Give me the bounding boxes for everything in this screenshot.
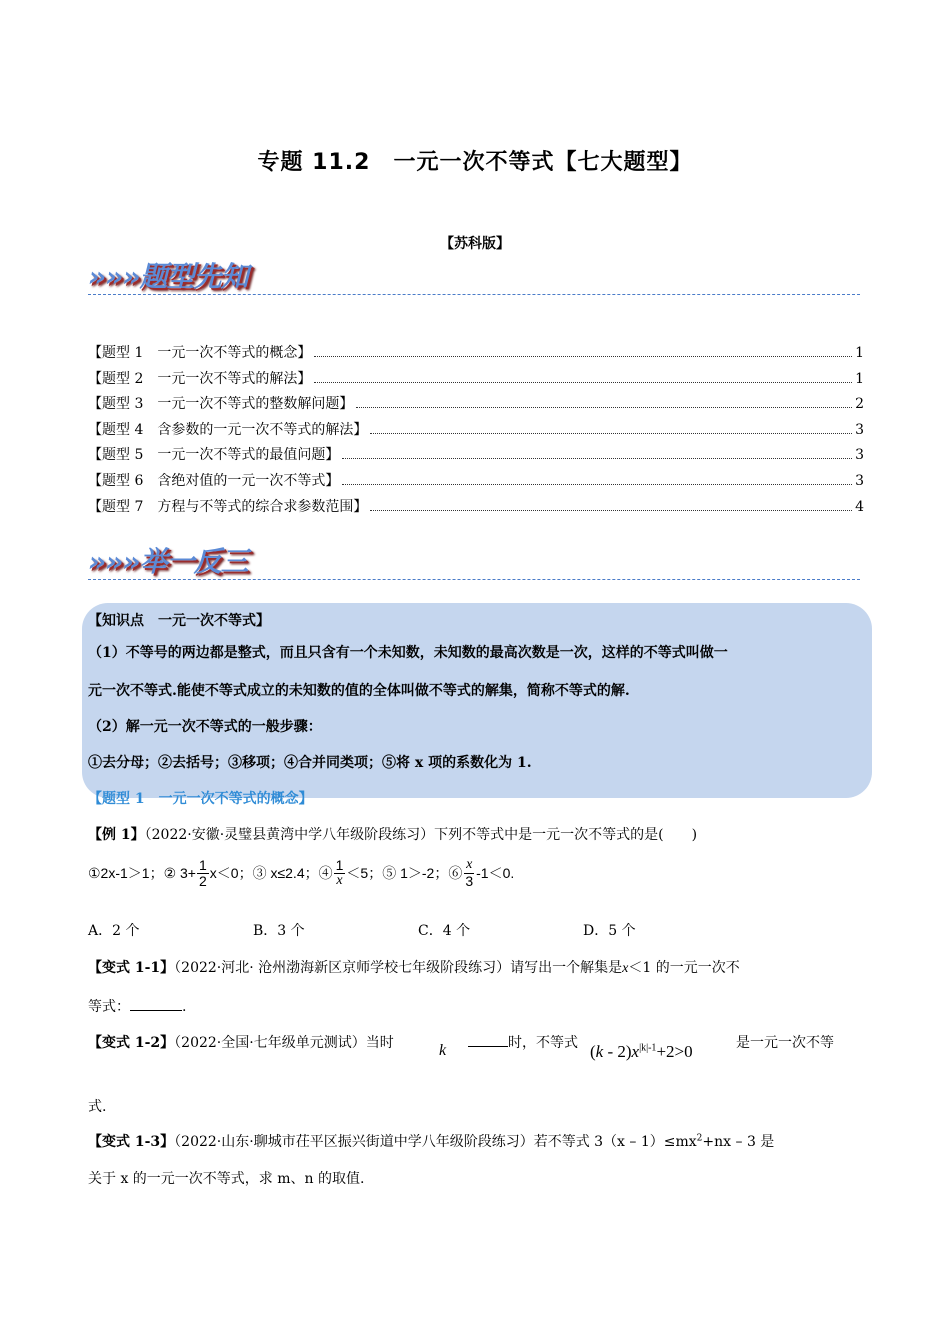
expr-part: k [595,1042,604,1061]
toc-leader [370,433,852,434]
expr-part: x [631,1042,640,1061]
item-text: ①2x-1＞1；② 3+ [88,865,196,882]
divider [88,579,860,580]
toc-item[interactable] [88,368,864,394]
variant-text: 时，不等式 [508,1035,578,1051]
variant-label: 【变式 1-2】 [88,1035,175,1051]
variant-1-3 [88,1131,774,1151]
math-variable-k: k [439,1042,447,1059]
banner-title: »»»题型先知 [88,260,248,293]
option-d[interactable]: D．5 个 [583,923,636,939]
example-source: （2022·安徽·灵璧县黄湾中学八年级阶段练习）下列不等式中是一元一次不等式的是( ) [144,827,698,843]
example-1-items [88,858,514,888]
variant-text: +nx – 3 是 [702,1134,775,1150]
expr-part: +2>0 [656,1042,693,1061]
edition-label: 【苏科版】 [440,236,510,252]
variant-1-2 [88,1032,394,1052]
item-text: -1＜0. [476,865,515,882]
item-text: ＜5；⑤ 1＞-2；⑥ [346,865,463,882]
toc-item-label: 【题型 3 一元一次不等式的整数解问题】 [88,396,354,413]
toc-item[interactable] [88,393,864,419]
divider [88,294,860,295]
variant-1-2-line2: 式. [88,1099,107,1115]
section-banner-preview [88,255,860,295]
variant-1-2-mid [468,1032,578,1052]
fraction [463,858,475,888]
toc-item-page: 3 [855,472,864,489]
toc-leader [314,356,852,357]
option-a[interactable]: A．2 个 [88,923,140,939]
toc-item-label: 【题型 1 一元一次不等式的概念】 [88,345,312,361]
toc-item-label: 【题型 2 一元一次不等式的解法】 [88,370,312,387]
answer-blank[interactable] [468,1046,508,1047]
fraction [197,858,209,888]
item-text: x＜0；③ x≤2.4；④ [209,865,333,882]
toc-leader [356,407,852,408]
answer-blank[interactable] [130,1010,182,1011]
fraction [334,858,346,888]
toc-item-label: 【题型 7 方程与不等式的综合求参数范围】 [88,498,368,515]
example-1 [88,824,697,844]
toc-leader [370,510,852,511]
toc-item-label: 【题型 5 一元一次不等式的最值问题】 [88,447,340,464]
toc-leader [342,484,852,485]
toc-item-page: 4 [855,498,864,515]
variant-text: （2022·山东·聊城市茌平区振兴街道中学八年级阶段练习）若不等式 3（x – 1）≤mx [174,1134,697,1150]
toc-leader [314,382,852,383]
toc-item-label: 【题型 6 含绝对值的一元一次不等式】 [88,472,340,489]
variant-1-1-line2 [88,996,186,1016]
variant-label: 【变式 1-3】 [88,1134,175,1150]
variant-text: . [182,999,187,1015]
knowledge-heading: 【知识点 一元一次不等式】 [88,613,270,629]
expr-part: - 2) [603,1042,632,1061]
example-label: 【例 1】 [88,827,145,843]
table-of-contents [88,342,864,521]
option-b[interactable]: B．3 个 [253,923,305,939]
math-variable: x [622,961,629,976]
knowledge-line: （2）解一元一次不等式的一般步骤： [88,719,322,735]
inequality-expression [590,1042,693,1062]
expr-exponent: |k|-1 [639,1042,657,1054]
fraction-numerator: x [466,857,473,872]
option-c[interactable]: C．4 个 [418,923,471,939]
variant-1-1 [88,957,740,977]
toc-item-page: 1 [855,370,864,387]
toc-item-page: 2 [855,396,864,413]
fraction-numerator: 1 [198,857,207,873]
variant-1-2-end: 是一元一次不等 [736,1035,834,1051]
fraction-numerator: 1 [335,857,344,873]
variant-text: （2022·全国·七年级单元测试）当时 [174,1035,394,1051]
knowledge-line: （1）不等号的两边都是整式，而且只含有一个未知数，未知数的最高次数是一次，这样的不等式叫做一 [88,645,728,661]
banner-title: »»»举一反三 [88,545,248,578]
type1-heading: 【题型 1 一元一次不等式的概念】 [88,791,313,807]
toc-item[interactable] [88,496,864,522]
toc-item[interactable] [88,470,864,496]
toc-item-page: 1 [855,345,864,361]
page-title: 专题 11.2 一元一次不等式【七大题型】 [257,150,693,175]
variant-1-3-line2: 关于 x 的一元一次不等式，求 m、n 的取值. [88,1171,365,1187]
variant-text: ＜1 的一元一次不 [628,960,740,976]
variant-text: （2022·河北· 沧州渤海新区京师学校七年级阶段练习）请写出一个解集是 [174,960,623,976]
section-banner-practice [88,540,860,580]
knowledge-line: 元一次不等式.能使不等式成立的未知数的值的全体叫做不等式的解集，简称不等式的解. [88,683,630,699]
toc-item-page: 3 [855,421,864,438]
toc-item-page: 3 [855,447,864,464]
toc-item[interactable] [88,342,864,368]
fraction-denominator: 2 [198,872,207,889]
variant-text: 等式： [88,999,130,1015]
superscript: 2 [696,1133,703,1144]
toc-leader [342,458,852,459]
variant-label: 【变式 1-1】 [88,960,175,976]
fraction-denominator: x [336,872,343,888]
toc-item-label: 【题型 4 含参数的一元一次不等式的解法】 [88,421,368,438]
knowledge-line: ①去分母；②去括号；③移项；④合并同类项；⑤将 x 项的系数化为 1. [88,755,532,771]
fraction-denominator: 3 [465,872,474,889]
toc-item[interactable] [88,419,864,445]
expr-part: ( [590,1042,596,1061]
toc-item[interactable] [88,444,864,470]
